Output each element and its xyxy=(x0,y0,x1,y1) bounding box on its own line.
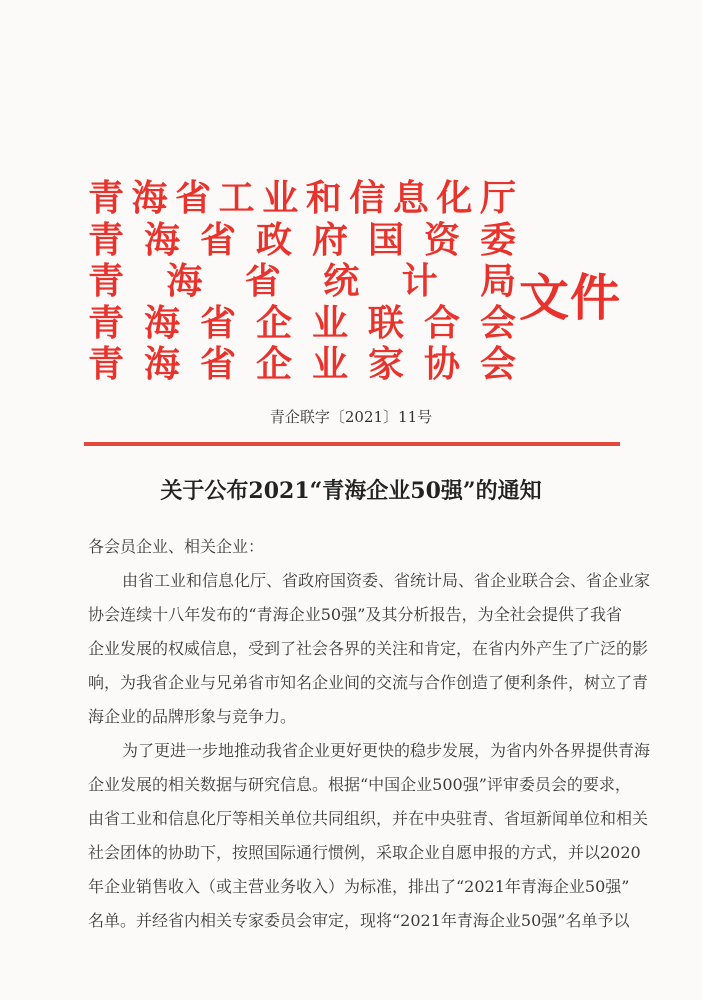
text-line: 社会团体的协助下，按照国际通行惯例，采取企业自愿申报的方式，并以2020 xyxy=(88,843,641,862)
text-line: 响，为我省企业与兄弟省市知名企业间的交流与合作创造了便利条件，树立了青 xyxy=(88,673,649,692)
text-line: 名单。并经省内相关专家委员会审定，现将“2021年青海企业50强”名单予以 xyxy=(88,911,630,930)
document-number: 青企联字〔2021〕11号 xyxy=(269,408,433,426)
text-line: 由省工业和信息化厅等相关单位共同组织，并在中央驻青、省垣新闻单位和相关 xyxy=(88,809,649,828)
text-line: 企业发展的权威信息，受到了社会各界的关注和肯定，在省内外产生了广泛的影 xyxy=(88,639,649,658)
text-line: 由省工业和信息化厅、省政府国资委、省统计局、省企业联合会、省企业家 xyxy=(122,571,651,590)
issuer-name: 青海省统计局 xyxy=(88,260,516,302)
red-divider xyxy=(84,442,620,446)
paragraph xyxy=(88,564,651,734)
text-line: 海企业的品牌形象与竞争力。 xyxy=(88,707,297,726)
text-line: 协会连续十八年发布的“青海企业50强”及其分析报告，为全社会提供了我省 xyxy=(88,605,622,624)
text-line: 为了更进一步地推动我省企业更好更快的稳步发展，为省内外各界提供青海 xyxy=(122,741,651,760)
document-title: 关于公布2021“青海企业50强”的通知 xyxy=(160,478,542,504)
issuer-name: 青海省企业联合会 xyxy=(88,301,516,344)
doc-type-label: 文件 xyxy=(519,268,621,327)
issuer-name: 青海省企业家协会 xyxy=(88,343,516,385)
salutation: 各会员企业、相关企业： xyxy=(88,537,265,556)
text-line: 年企业销售收入（或主营业务收入）为标准，排出了“2021年青海企业50强” xyxy=(88,877,630,896)
paragraph xyxy=(88,734,651,938)
text-line: 企业发展的相关数据与研究信息。根据“中国企业500强”评审委员会的要求， xyxy=(88,775,631,794)
document-body xyxy=(88,530,651,938)
issuer-name: 青海省政府国资委 xyxy=(88,218,516,261)
issuer-block xyxy=(88,178,516,386)
issuer-name: 青海省工业和信息化厅 xyxy=(88,177,516,219)
